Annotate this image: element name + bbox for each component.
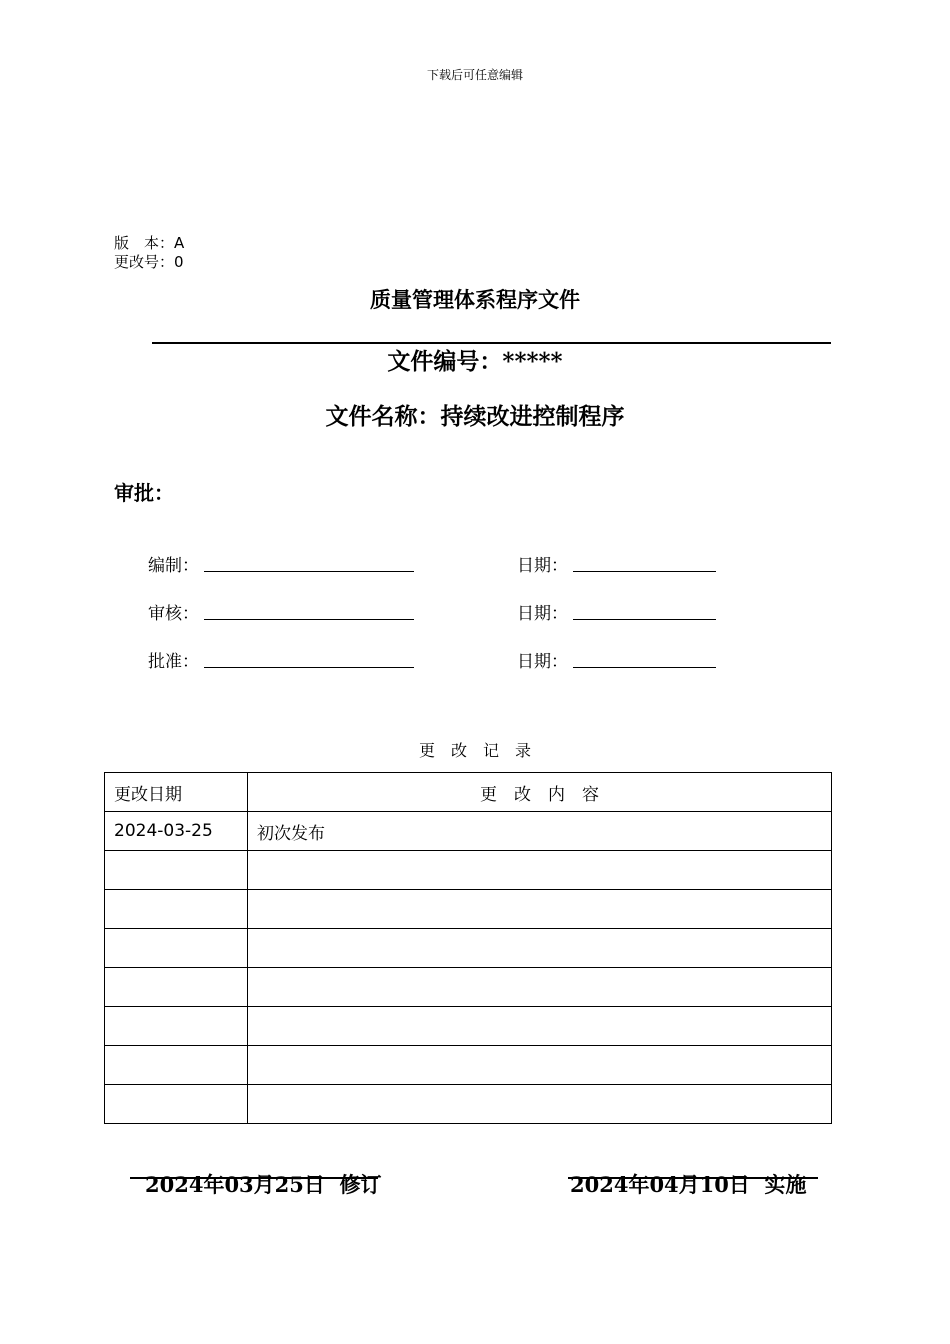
table-row [105, 1046, 832, 1085]
cell-change-date [105, 851, 248, 890]
cell-change-content [248, 929, 832, 968]
cell-change-content [248, 968, 832, 1007]
table-row [105, 812, 832, 851]
approved-by-signature-line [204, 667, 414, 668]
table-row [105, 1007, 832, 1046]
cell-change-date [105, 890, 248, 929]
effective-date: 2024年04月10日 实施 [570, 1172, 807, 1197]
cell-change-content [248, 1007, 832, 1046]
table-row [105, 890, 832, 929]
header-change-date: 更改日期 [105, 773, 248, 812]
prepared-by-label: 编制： [148, 556, 199, 576]
cell-change-content [248, 1085, 832, 1124]
prepared-date-label: 日期： [517, 556, 568, 576]
document-number: 文件编号：***** [387, 348, 563, 375]
change-log-title: 更 改 记 录 [418, 741, 531, 760]
revision-label: 更改号：0 [114, 253, 184, 271]
cell-change-content [248, 851, 832, 890]
approved-date-line [573, 667, 716, 668]
table-row [105, 968, 832, 1007]
cell-change-content [248, 890, 832, 929]
version-label: 版 本：A [114, 234, 185, 252]
cell-change-date [105, 1085, 248, 1124]
cell-change-date [105, 968, 248, 1007]
prepared-by-signature-line [204, 571, 414, 572]
reviewed-by-signature-line [204, 619, 414, 620]
document-name: 文件名称：持续改进控制程序 [325, 403, 625, 430]
table-header-row [105, 773, 832, 812]
approved-by-label: 批准： [148, 652, 199, 672]
document-type-title: 质量管理体系程序文件 [370, 287, 580, 312]
cell-change-content: 初次发布 [248, 812, 832, 851]
approval-title: 审批： [114, 481, 174, 505]
prepared-date-line [573, 571, 716, 572]
cell-change-date [105, 929, 248, 968]
reviewed-date-label: 日期： [517, 604, 568, 624]
reviewed-by-label: 审核： [148, 604, 199, 624]
table-row [105, 851, 832, 890]
table-row [105, 929, 832, 968]
header-change-content: 更 改 内 容 [248, 773, 832, 812]
cell-change-date: 2024-03-25 [105, 812, 248, 851]
table-row [105, 1085, 832, 1124]
header-note: 下载后可任意编辑 [426, 68, 523, 82]
revised-date: 2024年03月25日 修订 [145, 1172, 382, 1197]
reviewed-date-line [573, 619, 716, 620]
approved-date-label: 日期： [517, 652, 568, 672]
cell-change-content [248, 1046, 832, 1085]
version-info [114, 234, 184, 272]
change-log-table [104, 772, 832, 1124]
cell-change-date [105, 1007, 248, 1046]
cell-change-date [105, 1046, 248, 1085]
